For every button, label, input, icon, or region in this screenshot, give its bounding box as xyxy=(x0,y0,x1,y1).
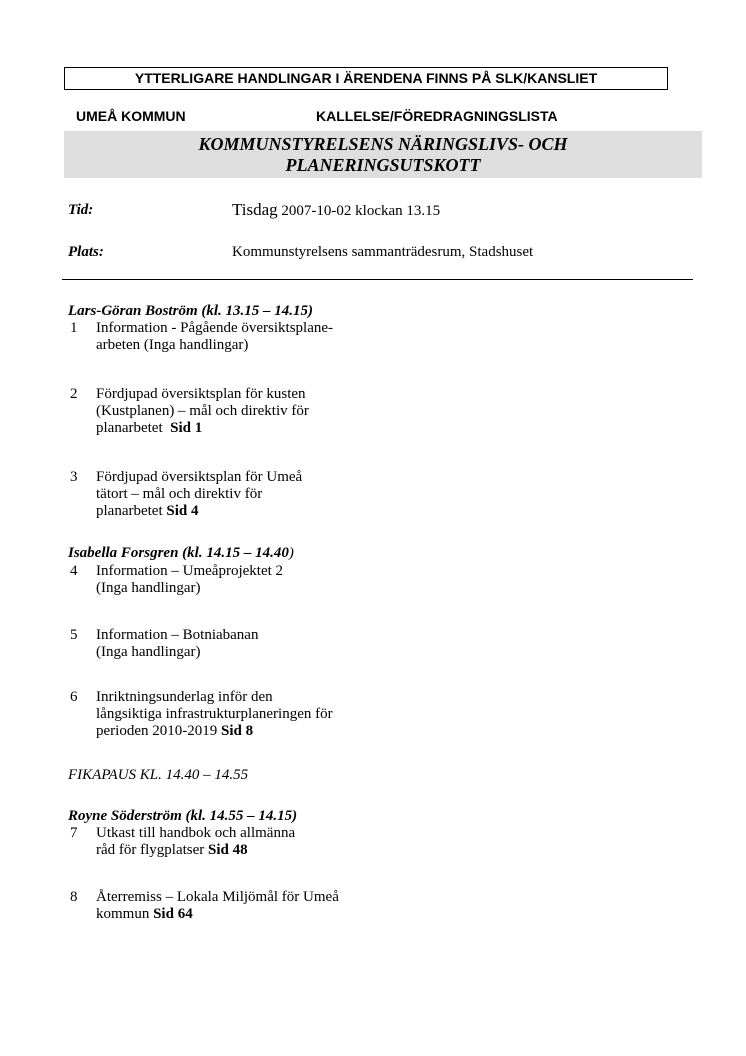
time-day: Tisdag xyxy=(232,200,278,219)
item-line-text: råd för flygplatser xyxy=(96,842,209,858)
page-reference: Sid 8 xyxy=(220,723,254,739)
committee-title-bar xyxy=(64,131,702,178)
speaker-heading: Lars-Göran Boström (kl. 13.15 – 14.15) xyxy=(68,303,314,319)
item-text xyxy=(96,689,426,740)
item-line xyxy=(96,906,426,923)
item-line: Återremiss – Lokala Miljömål för Umeå xyxy=(96,889,339,905)
speaker-heading: Royne Söderström (kl. 14.55 – 14.15) xyxy=(68,808,298,824)
item-line xyxy=(96,842,426,859)
speaker-heading xyxy=(68,545,294,562)
item-text xyxy=(96,825,426,859)
time-value xyxy=(232,200,440,220)
item-line: (Kustplanen) – mål och direktiv för xyxy=(96,403,309,419)
page-reference: Sid 4 xyxy=(166,503,199,519)
item-number: 6 xyxy=(70,689,78,705)
item-line-text: perioden 2010-2019 xyxy=(96,723,221,739)
notice-banner: YTTERLIGARE HANDLINGAR I ÄRENDENA FINNS PÅ SLK/KANSLIET xyxy=(64,67,668,90)
speaker-name: Isabella Forsgren (kl. 14.15 – 14.40 xyxy=(68,545,289,561)
item-line xyxy=(96,723,426,740)
item-line: Fördjupad översiktsplan för kusten xyxy=(96,386,306,402)
item-number: 2 xyxy=(70,386,78,402)
organization-name: UMEÅ KOMMUN xyxy=(76,108,186,124)
item-line: Utkast till handbok och allmänna xyxy=(96,825,296,841)
committee-title-line-1: KOMMUNSTYRELSENS NÄRINGSLIVS- OCH xyxy=(198,134,568,154)
time-label: Tid: xyxy=(68,202,94,218)
item-line xyxy=(96,503,426,520)
item-number: 8 xyxy=(70,889,78,905)
item-line: Fördjupad översiktsplan för Umeå xyxy=(96,469,303,485)
item-number: 4 xyxy=(70,563,78,579)
page-reference: Sid 48 xyxy=(208,842,248,858)
item-line-text: planarbetet xyxy=(96,420,171,436)
item-line-text: kommun xyxy=(96,906,154,922)
item-line: Information – Botniabanan xyxy=(96,627,259,643)
item-text xyxy=(96,563,426,597)
item-line: (Inga handlingar) xyxy=(96,580,201,596)
item-line: Information – Umeåprojektet 2 xyxy=(96,563,284,579)
item-number: 7 xyxy=(70,825,78,841)
item-text xyxy=(96,469,426,520)
time-rest: 2007-10-02 klockan 13.15 xyxy=(277,203,441,219)
item-text xyxy=(96,889,426,923)
speaker-close-paren: ) xyxy=(288,545,294,561)
item-number: 5 xyxy=(70,627,78,643)
item-number: 3 xyxy=(70,469,78,485)
item-line: långsiktiga infrastrukturplaneringen för xyxy=(96,706,333,722)
item-line: (Inga handlingar) xyxy=(96,644,201,660)
item-number: 1 xyxy=(70,320,78,336)
page-reference: Sid 1 xyxy=(170,420,203,436)
item-line: tätort – mål och direktiv för xyxy=(96,486,263,502)
place-label: Plats: xyxy=(68,244,104,260)
item-text xyxy=(96,627,426,661)
page-reference: Sid 64 xyxy=(153,906,193,922)
item-line xyxy=(96,420,426,437)
header-divider xyxy=(62,279,693,280)
item-line: Inriktningsunderlag inför den xyxy=(96,689,273,705)
item-line: arbeten (Inga handlingar) xyxy=(96,337,249,353)
item-text xyxy=(96,386,426,437)
place-value: Kommunstyrelsens sammanträdesrum, Stadshuset xyxy=(232,244,534,260)
committee-title-line-2: PLANERINGSUTSKOTT xyxy=(285,155,481,175)
item-line: Information - Pågående översiktsplane- xyxy=(96,320,334,336)
item-text xyxy=(96,320,426,354)
coffee-break: FIKAPAUS KL. 14.40 – 14.55 xyxy=(68,767,249,783)
document-type: KALLELSE/FÖREDRAGNINGSLISTA xyxy=(316,108,558,124)
item-line-text: planarbetet xyxy=(96,503,167,519)
